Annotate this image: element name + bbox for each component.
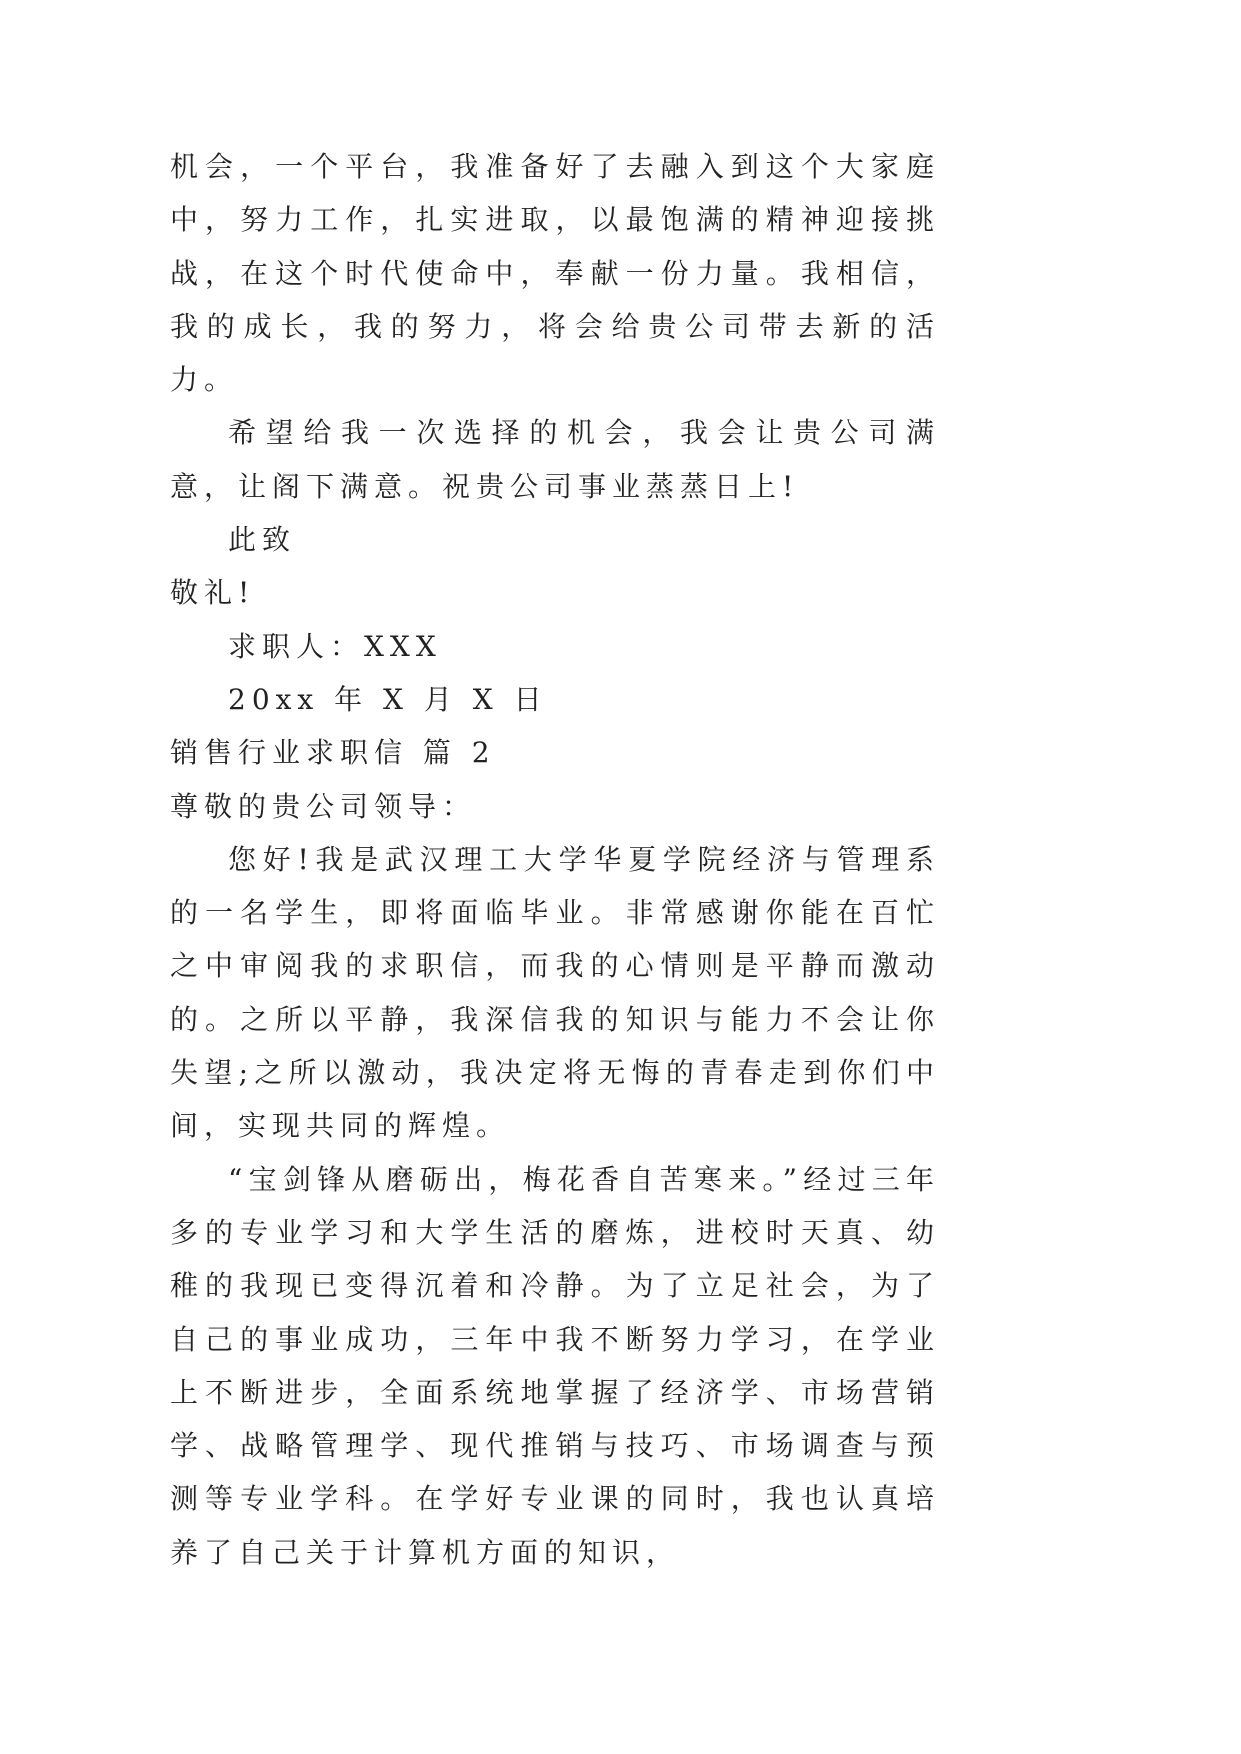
closing-line: 此致 bbox=[228, 523, 297, 557]
signature-line: 求职人：XXX bbox=[228, 629, 442, 663]
paragraph-body: 您好!我是武汉理工大学华夏学院经济与管理系的一名学生，即将面临毕业。非常感谢你能在百忙之中审阅我的求职信，而我的心情则是平静而激动的。之所以平静，我深信我的知识与能力不会让你失望;之所以激动，我决定将无悔的青春走到你们中间，实现共同的辉煌。 bbox=[170, 842, 940, 1143]
paragraph-body: “宝剑锋从磨砺出，梅花香自苦寒来。”经过三年多的专业学习和大学生活的磨炼，进校时天真、幼稚的我现已变得沉着和冷静。为了立足社会，为了自己的事业成功，三年中我不断努力学习，在学业上不断进步，全面系统地掌握了经济学、市场营销学、战略管理学、现代推销与技巧、市场调查与预测等专业学科。在学好专业课的同时，我也认真培养了自己关于计算机方面的知识， bbox=[170, 1162, 940, 1569]
paragraph-body: 希望给我一次选择的机会，我会让贵公司满意，让阁下满意。祝贵公司事业蒸蒸日上! bbox=[170, 416, 940, 503]
salutation: 尊敬的贵公司领导： bbox=[170, 789, 477, 823]
section-heading: 销售行业求职信 篇 2 bbox=[170, 736, 496, 770]
date-line: 20xx 年 X 月 X 日 bbox=[228, 682, 548, 716]
closing-line: 敬礼! bbox=[170, 576, 256, 610]
document-body bbox=[170, 140, 940, 1579]
paragraph-body: 机会，一个平台，我准备好了去融入到这个大家庭中，努力工作，扎实进取，以最饱满的精神迎接挑战，在这个时代使命中，奉献一份力量。我相信，我的成长，我的努力，将会给贵公司带去新的活力。 bbox=[170, 150, 940, 397]
